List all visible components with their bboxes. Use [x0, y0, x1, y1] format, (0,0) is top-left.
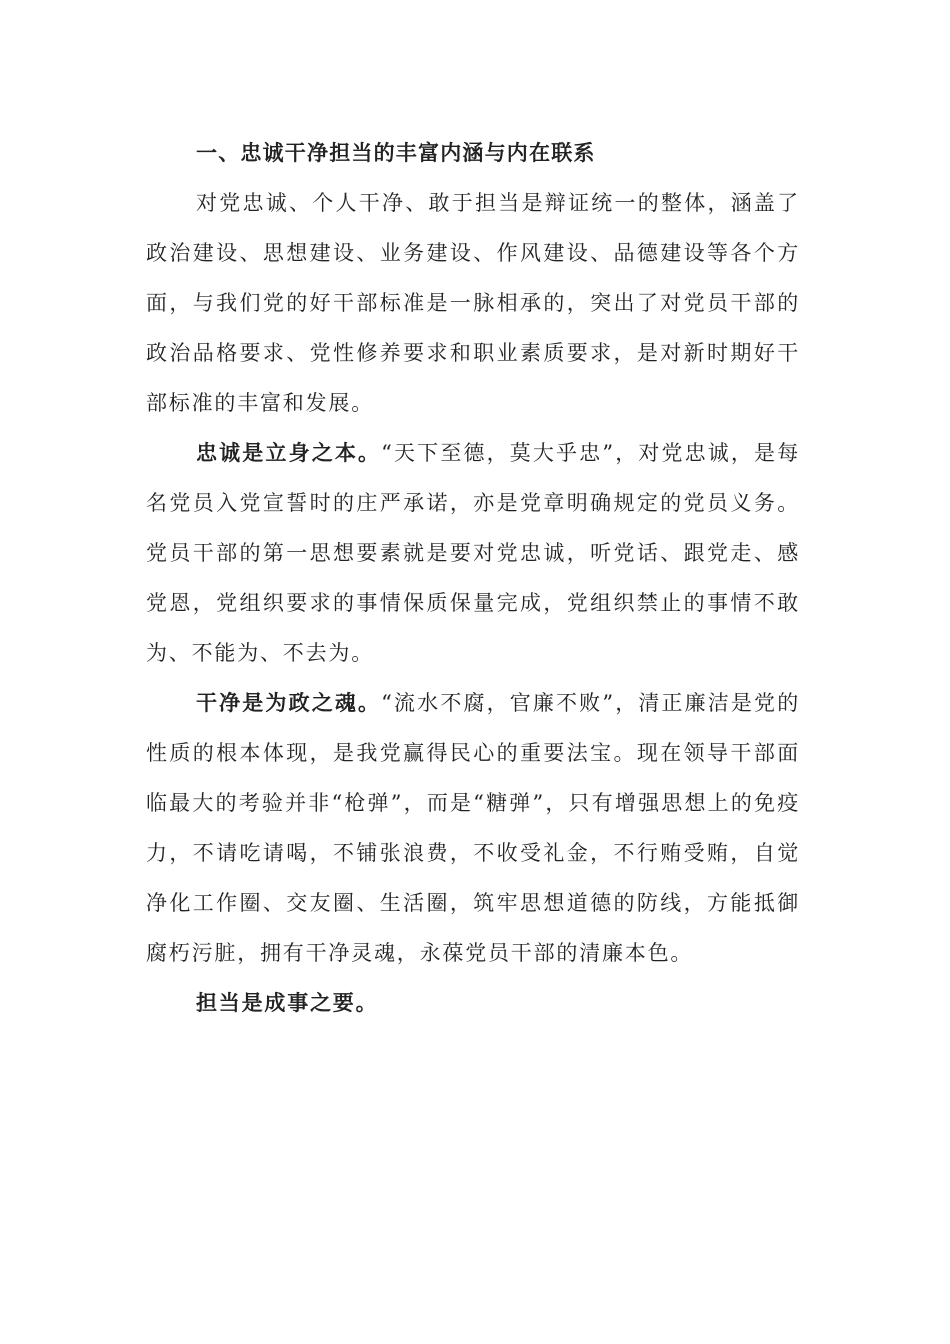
paragraph-lead: 忠诚是立身之本。	[196, 440, 382, 465]
paragraph-text: 对党忠诚、个人干净、敢于担当是辩证统一的整体，涵盖了政治建设、思想建设、业务建设、作风建设、品德建设等各个方面，与我们党的好干部标准是一脉相承的，突出了对党员干部的政治品格要求、党性修养要求和职业素质要求，是对新时期好干部标准的丰富和发展。	[146, 191, 800, 415]
paragraph-intro	[146, 178, 800, 428]
paragraph-integrity	[146, 678, 800, 978]
paragraph-text: “天下至德，莫大乎忠”，对党忠诚，是每名党员入党宣誓时的庄严承诺，亦是党章明确规定的党员义务。党员干部的第一思想要素就是要对党忠诚，听党话、跟党走、感党恩，党组织要求的事情保质保量完成，党组织禁止的事情不敢为、不能为、不去为。	[146, 441, 801, 665]
document-body	[146, 128, 800, 1028]
paragraph-lead: 担当是成事之要。	[196, 990, 379, 1015]
paragraph-responsibility	[146, 978, 800, 1028]
paragraph-text: “流水不腐，官廉不败”，清正廉洁是党的性质的根本体现，是我党赢得民心的重要法宝。现在领导干部面临最大的考验并非“枪弹”，而是“糖弹”，只有增强思想上的免疫力，不请吃请喝，不铺张浪费，不收受礼金，不行贿受贿，自觉净化工作圈、交友圈、生活圈，筑牢思想道德的防线，方能抵御腐朽污脏，拥有干净灵魂，永葆党员干部的清廉本色。	[146, 691, 801, 965]
paragraph-lead: 干净是为政之魂。	[196, 690, 382, 715]
section-heading: 一、忠诚干净担当的丰富内涵与内在联系	[196, 140, 596, 165]
paragraph-loyalty	[146, 428, 800, 678]
